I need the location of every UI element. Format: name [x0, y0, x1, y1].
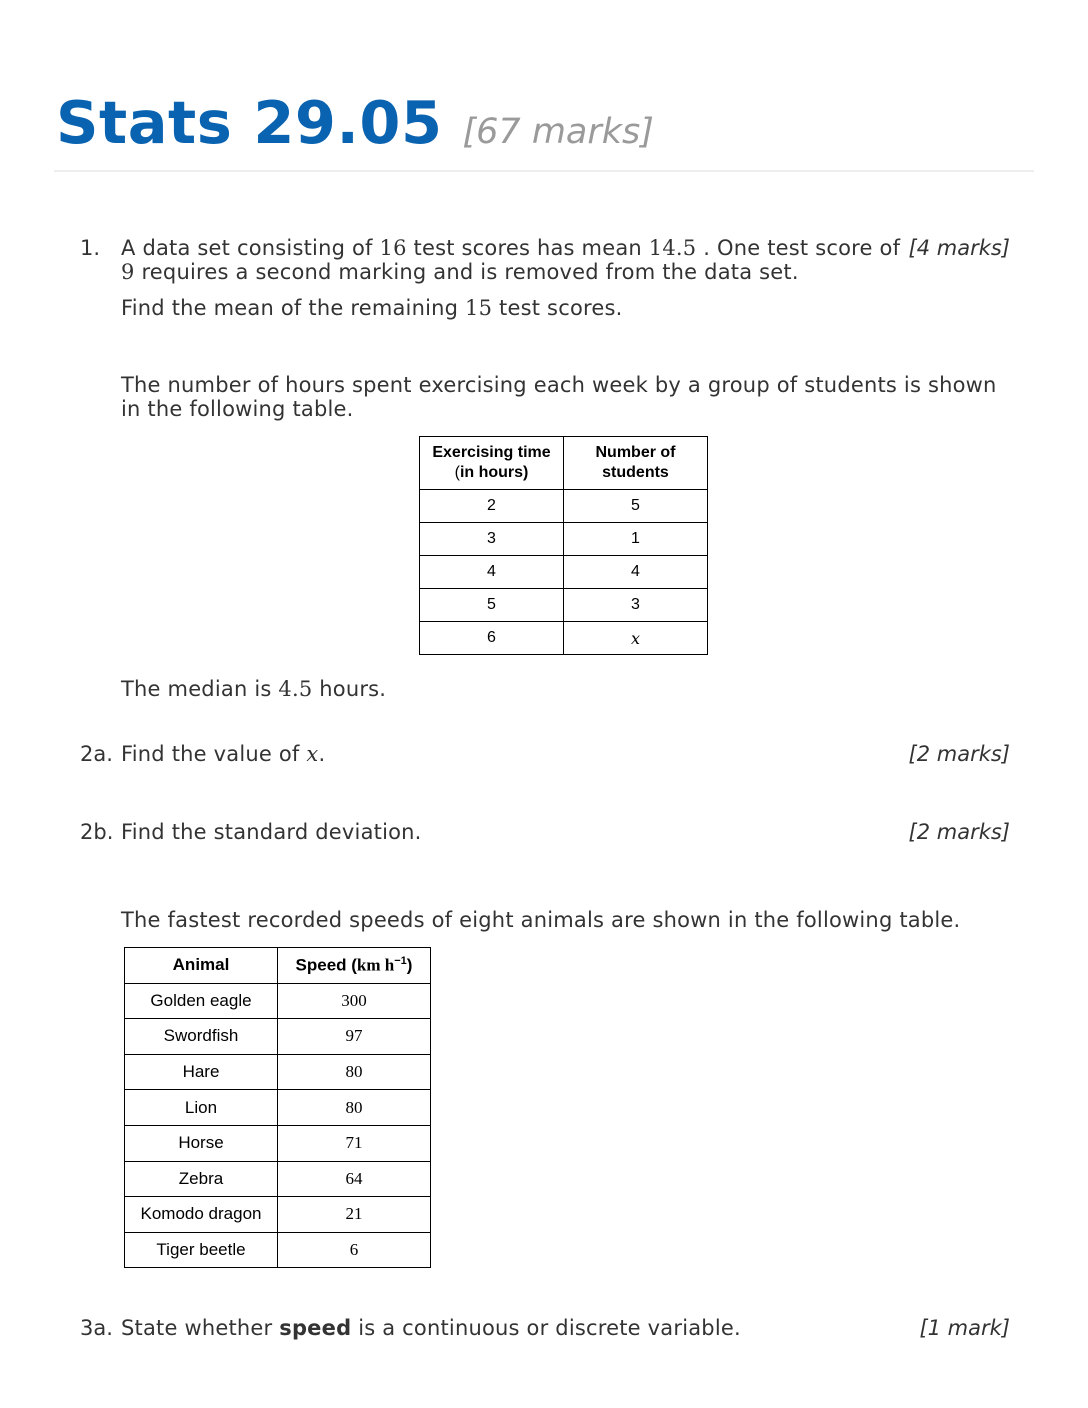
table-row [420, 622, 708, 655]
table-header-row [125, 948, 431, 984]
table-header-cell: Animal [125, 948, 278, 984]
table-row [125, 1054, 431, 1090]
q2-intro-text: The number of hours spent exercising each week by a group of students is shown in the following table. [121, 373, 997, 421]
table-cell: Zebra [125, 1161, 278, 1197]
table-cell: Lion [125, 1090, 278, 1126]
table-header-cell: Exercising time (in hours) [420, 437, 564, 490]
header-text: ) [406, 955, 413, 975]
table-cell: 6 [278, 1232, 431, 1268]
q1-mean-value: 14.5 [648, 236, 697, 260]
q3a-text-part: State whether [121, 1316, 280, 1340]
header-text: in hours) [459, 464, 529, 481]
q1-score-value: 9 [121, 260, 135, 284]
animal-speed-table [124, 947, 431, 1268]
table-cell: 64 [278, 1161, 431, 1197]
table-cell: Komodo dragon [125, 1197, 278, 1233]
table-cell: 21 [278, 1197, 431, 1233]
q1-line-2 [121, 260, 799, 284]
q3a-text [121, 1316, 741, 1340]
header-exponent: −1 [394, 954, 407, 967]
q1-text: requires a second marking and is removed from the data set. [134, 260, 799, 284]
q1-n-value: 16 [379, 236, 407, 260]
q1-text: . One test score of [696, 236, 901, 260]
table-cell: Golden eagle [125, 983, 278, 1019]
header-unit: km h [356, 955, 395, 975]
header-text: Exercising time [432, 444, 551, 461]
q1-text: Find the mean of the remaining [121, 296, 466, 320]
table-cell: 97 [278, 1019, 431, 1055]
header-text: Number of [595, 444, 676, 461]
q1-line-3 [121, 296, 623, 320]
question-number-3a: 3a. [80, 1316, 113, 1340]
table-header-cell [564, 437, 708, 490]
median-statement [121, 677, 386, 701]
q1-text: test scores. [492, 296, 623, 320]
median-text: hours. [312, 677, 387, 701]
table-row [125, 1090, 431, 1126]
question-number-2a: 2a. [80, 742, 113, 766]
table-cell: 4 [564, 556, 708, 589]
page-header [56, 88, 654, 157]
table-row [125, 1161, 431, 1197]
question-number-2b: 2b. [80, 820, 114, 844]
header-text: Speed ( [295, 955, 357, 975]
q2a-text-part: Find the value of [121, 742, 307, 766]
table-row [420, 523, 708, 556]
table-header-row [420, 437, 708, 490]
table-row [420, 556, 708, 589]
q2b-marks: [2 marks] [908, 820, 1010, 844]
table-cell: Horse [125, 1125, 278, 1161]
table-row [420, 490, 708, 523]
table-cell: 5 [564, 490, 708, 523]
table-cell: Hare [125, 1054, 278, 1090]
q3a-bold-term: speed [279, 1316, 352, 1340]
table-cell: 2 [420, 490, 564, 523]
table-cell: 4 [420, 556, 564, 589]
q2a-text-part: . [318, 742, 326, 766]
median-value: 4.5 [278, 677, 313, 701]
header-text: students [602, 464, 669, 481]
q1-text: A data set consisting of [121, 236, 380, 260]
table-cell: 3 [420, 523, 564, 556]
q2a-marks: [2 marks] [908, 742, 1010, 766]
table-cell: x [564, 622, 708, 655]
table-cell: 80 [278, 1090, 431, 1126]
table-cell: Swordfish [125, 1019, 278, 1055]
page-title: Stats 29.05 [56, 88, 443, 157]
table-cell: 5 [420, 589, 564, 622]
question-number-1: 1. [80, 236, 101, 260]
table-row [125, 983, 431, 1019]
median-text: The median is [121, 677, 279, 701]
q3-intro-text: The fastest recorded speeds of eight animals are shown in the following table. [121, 908, 961, 932]
header-divider [54, 170, 1034, 172]
table-row [125, 1019, 431, 1055]
table-row [125, 1197, 431, 1233]
table-row [125, 1125, 431, 1161]
table-cell: 3 [564, 589, 708, 622]
q1-marks: [4 marks] [908, 236, 1010, 260]
q3a-text-part: is a continuous or discrete variable. [351, 1316, 741, 1340]
table-cell: 1 [564, 523, 708, 556]
total-marks: [67 marks] [462, 112, 654, 152]
table-cell: 6 [420, 622, 564, 655]
table-cell: 300 [278, 983, 431, 1019]
q1-text: test scores has mean [406, 236, 649, 260]
table-row [125, 1232, 431, 1268]
table-cell: 71 [278, 1125, 431, 1161]
table-header-cell [278, 948, 431, 984]
q1-remaining-value: 15 [465, 296, 493, 320]
table-cell: Tiger beetle [125, 1232, 278, 1268]
exercise-table [419, 436, 708, 655]
table-row [420, 589, 708, 622]
q2a-text [121, 742, 325, 766]
q3a-marks: [1 mark] [919, 1316, 1010, 1340]
q2b-text: Find the standard deviation. [121, 820, 422, 844]
q2a-variable: x [306, 742, 319, 766]
q1-line-1 [121, 236, 900, 260]
table-cell: 80 [278, 1054, 431, 1090]
